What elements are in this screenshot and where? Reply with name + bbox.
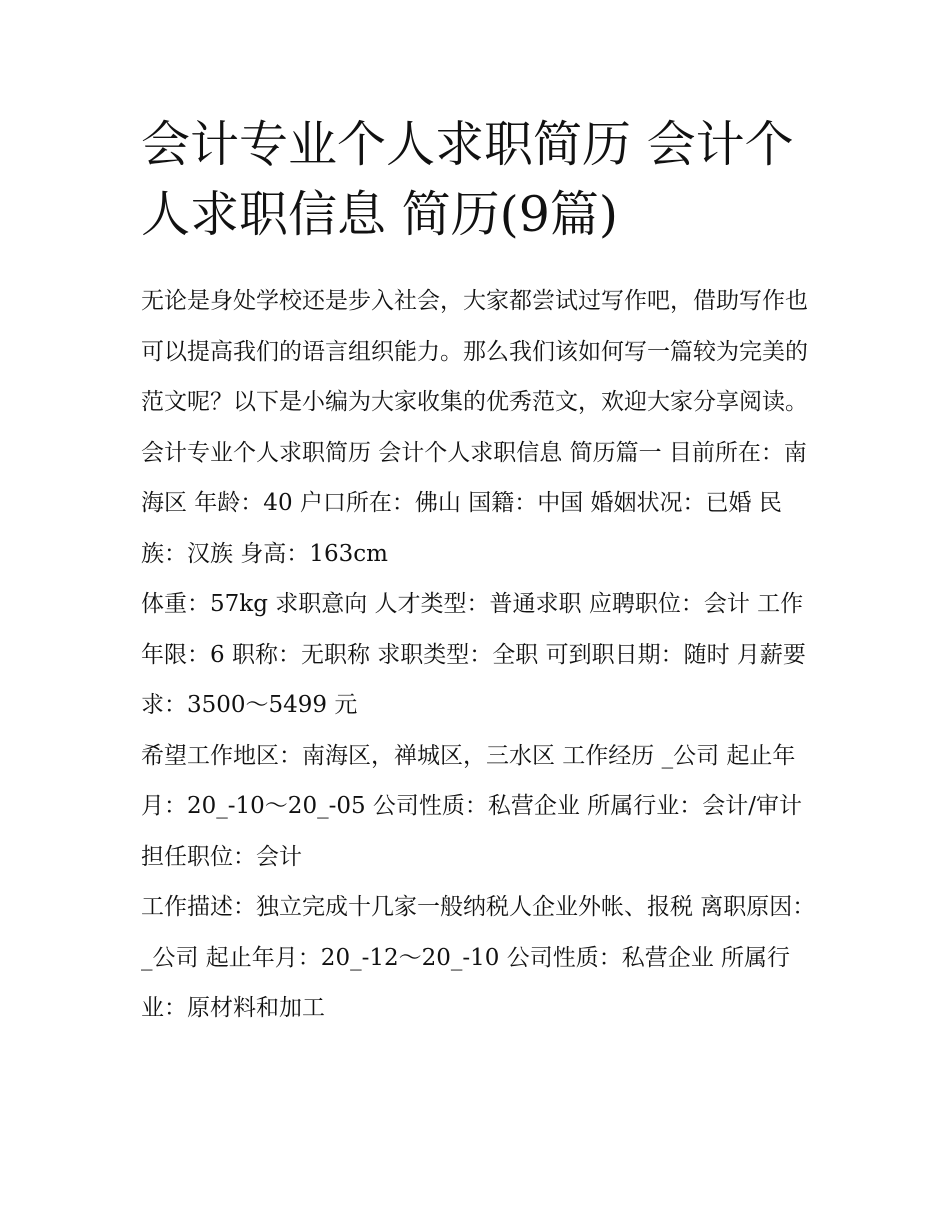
job-intention-paragraph: 体重：57kg 求职意向 人才类型：普通求职 应聘职位：会计 工作年限：6 职称：无职称 求职类型：全职 可到职日期：随时 月薪要求：3500～5499 元	[141, 591, 806, 718]
work-description-paragraph: 工作描述：独立完成十几家一般纳税人企业外帐、报税 离职原因： _公司 起止年月：20_-12～20_-10 公司性质：私营企业 所属行业：原材料和加工	[141, 894, 816, 1021]
document-title: 会计专业个人求职简历 会计个人求职信息 简历(9篇)	[141, 116, 794, 243]
work-experience-paragraph: 希望工作地区：南海区，禅城区，三水区 工作经历 _公司 起止年月：20_-10～20_-05 公司性质：私营企业 所属行业：会计/审计 担任职位：会计	[141, 742, 802, 870]
intro-paragraph: 无论是身处学校还是步入社会，大家都尝试过写作吧，借助写作也可以提高我们的语言组织能力。那么我们该如何写一篇较为完美的范文呢？以下是小编为大家收集的优秀范文，欢迎大家分享阅读。	[141, 288, 808, 415]
resume-basic-info-paragraph: 会计专业个人求职简历 会计个人求职信息 简历篇一 目前所在：南海区 年龄：40 户口所在：佛山 国籍：中国 婚姻状况：已婚 民族：汉族 身高：163cm	[141, 439, 807, 567]
document-page	[141, 110, 816, 1034]
